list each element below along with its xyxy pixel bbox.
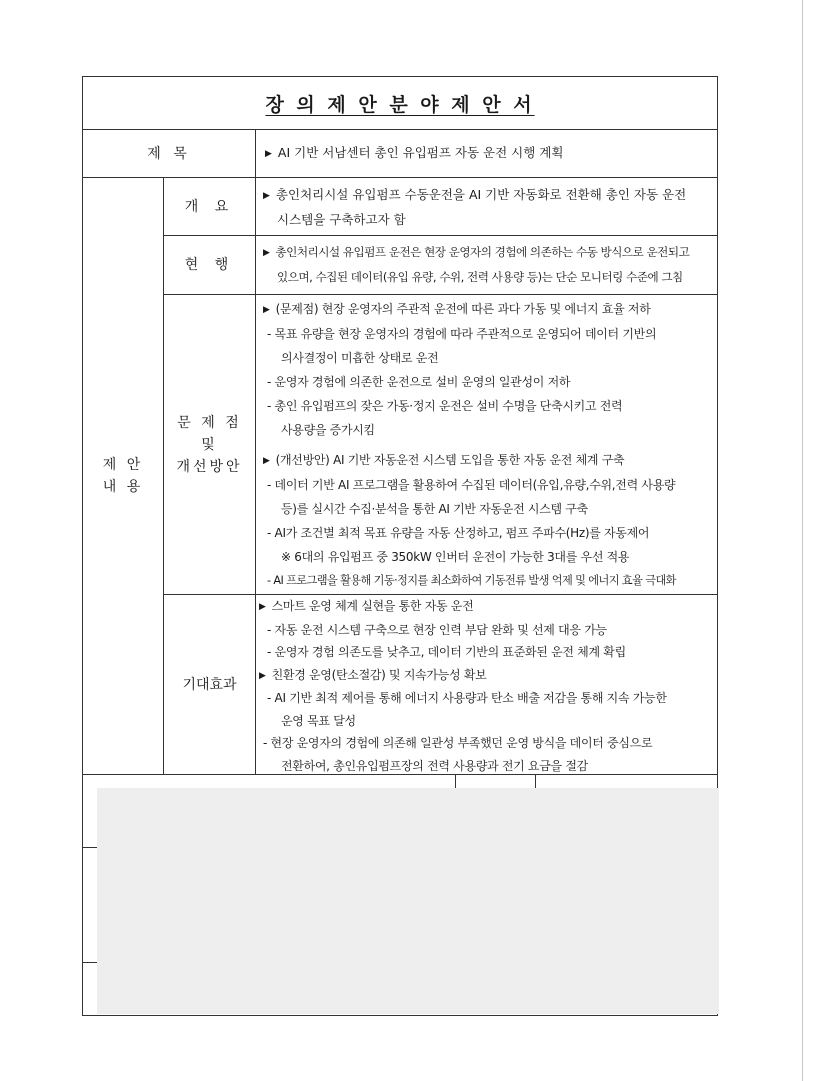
problem-line: 의사결정이 미흡한 상태로 운전 xyxy=(281,351,439,365)
problem-line: - 운영자 경험에 의존한 운전으로 설비 운영의 일관성이 저하 xyxy=(267,375,571,389)
effects-heading: 스마트 운영 체계 실현을 통한 자동 운전 xyxy=(271,599,474,613)
effects-line: - 현장 운영자의 경험에 의존해 일관성 부족했던 운영 방식을 데이터 중심으로 xyxy=(263,736,653,750)
content-label xyxy=(83,178,163,774)
problems-label-line: 및 xyxy=(201,436,218,453)
current-content xyxy=(263,240,715,289)
effects-line: 전환하여, 총인유입펌프장의 전력 사용량과 전기 요금을 절감 xyxy=(281,758,588,773)
triangle-bullet-icon: ▶ xyxy=(263,248,270,258)
triangle-bullet-icon: ▶ xyxy=(259,670,266,681)
effects-content xyxy=(259,595,711,777)
document-title xyxy=(83,77,717,129)
effects-line: - AI 기반 최적 제어를 통해 에너지 사용량과 탄소 배출 저감을 통해 지속 가능한 xyxy=(267,691,667,705)
problem-line: 사용량을 증가시킴 xyxy=(281,423,375,437)
solution-line: - AI가 조건별 최적 목표 유량을 자동 산정하고, 펌프 주파수(Hz)를 자동제어 xyxy=(267,526,650,540)
subject-value xyxy=(265,141,705,166)
title-text: 장 의 제 안 분 야 제 안 서 xyxy=(265,93,535,116)
solution-line: - 데이터 기반 AI 프로그램을 활용하여 수집된 데이터(유입,유량,수위,전력 사용량 xyxy=(267,478,676,492)
subject-text: AI 기반 서남센터 총인 유입펌프 자동 운전 시행 계획 xyxy=(277,145,564,160)
overview-line: 총인처리시설 유입펌프 수동운전을 AI 기반 자동화로 전환해 총인 자동 운전 xyxy=(275,187,687,202)
table-fragment xyxy=(535,774,536,788)
table-fragment xyxy=(455,774,456,788)
problems-label-line: 문 제 점 xyxy=(177,414,242,431)
problems-label-line: 개선방안 xyxy=(176,458,243,475)
subject-label: 제 목 xyxy=(147,145,191,162)
current-line: 총인처리시설 유입펌프 운전은 현장 운영자의 경험에 의존하는 수동 방식으로 운전되고 xyxy=(275,245,690,259)
overview-label: 개 요 xyxy=(184,198,235,215)
content-label-line: 내 용 xyxy=(102,479,144,495)
triangle-bullet-icon: ▶ xyxy=(259,602,266,612)
current-label: 현 행 xyxy=(184,257,235,273)
triangle-bullet-icon: ▶ xyxy=(265,149,272,159)
overview-content xyxy=(263,183,711,232)
effects-line: 운영 목표 달성 xyxy=(281,713,356,728)
table-fragment xyxy=(83,962,97,963)
problems-label xyxy=(164,295,255,594)
overview-line: 시스템을 구축하고자 함 xyxy=(277,212,406,227)
solution-line: - AI 프로그램을 활용해 기동·정지를 최소화하여 기동전류 발생 억제 및 에너지 효율 극대화 xyxy=(267,574,676,587)
effects-line: - 운영자 경험 의존도를 낮추고, 데이터 기반의 표준화된 운전 체계 확립 xyxy=(267,645,626,659)
solution-line: 등)를 실시간 수집·분석을 통한 AI 기반 자동운전 시스템 구축 xyxy=(281,502,588,516)
table-fragment xyxy=(83,847,97,848)
content-label-line: 제 안 xyxy=(102,457,144,473)
problems-content xyxy=(263,297,715,593)
effects-heading: 친환경 운영(탄소절감) 및 지속가능성 확보 xyxy=(271,667,487,682)
redacted-area xyxy=(97,788,719,1014)
page-edge-line xyxy=(802,0,803,1081)
problem-line: - 총인 유입펌프의 잦은 가동·정지 운전은 설비 수명을 단축시키고 전력 xyxy=(267,399,623,413)
divider-content xyxy=(255,129,256,774)
effects-line: - 자동 운전 시스템 구축으로 현장 인력 부담 완화 및 선제 대응 가능 xyxy=(267,622,607,637)
triangle-bullet-icon: ▶ xyxy=(263,305,270,315)
solution-heading: (개선방안) AI 기반 자동운전 시스템 도입을 통한 자동 운전 체계 구축 xyxy=(275,453,625,467)
solution-note: ※ 6대의 유입펌프 중 350kW 인버터 운전이 가능한 3대를 우선 적용 xyxy=(281,550,630,564)
effects-label: 기대효과 xyxy=(182,676,237,693)
triangle-bullet-icon: ▶ xyxy=(263,191,270,201)
current-line: 있으며, 수집된 데이터(유입 유량, 수위, 전력 사용량 등)는 단순 모니터링 수준에 그침 xyxy=(277,270,683,284)
problem-line: - 목표 유량을 현장 운영자의 경험에 따라 주관적으로 운영되어 데이터 기반의 xyxy=(267,327,657,341)
triangle-bullet-icon: ▶ xyxy=(263,456,270,466)
problem-heading: (문제점) 현장 운영자의 주관적 운전에 따른 과다 가동 및 에너지 효율 저하 xyxy=(275,302,651,316)
